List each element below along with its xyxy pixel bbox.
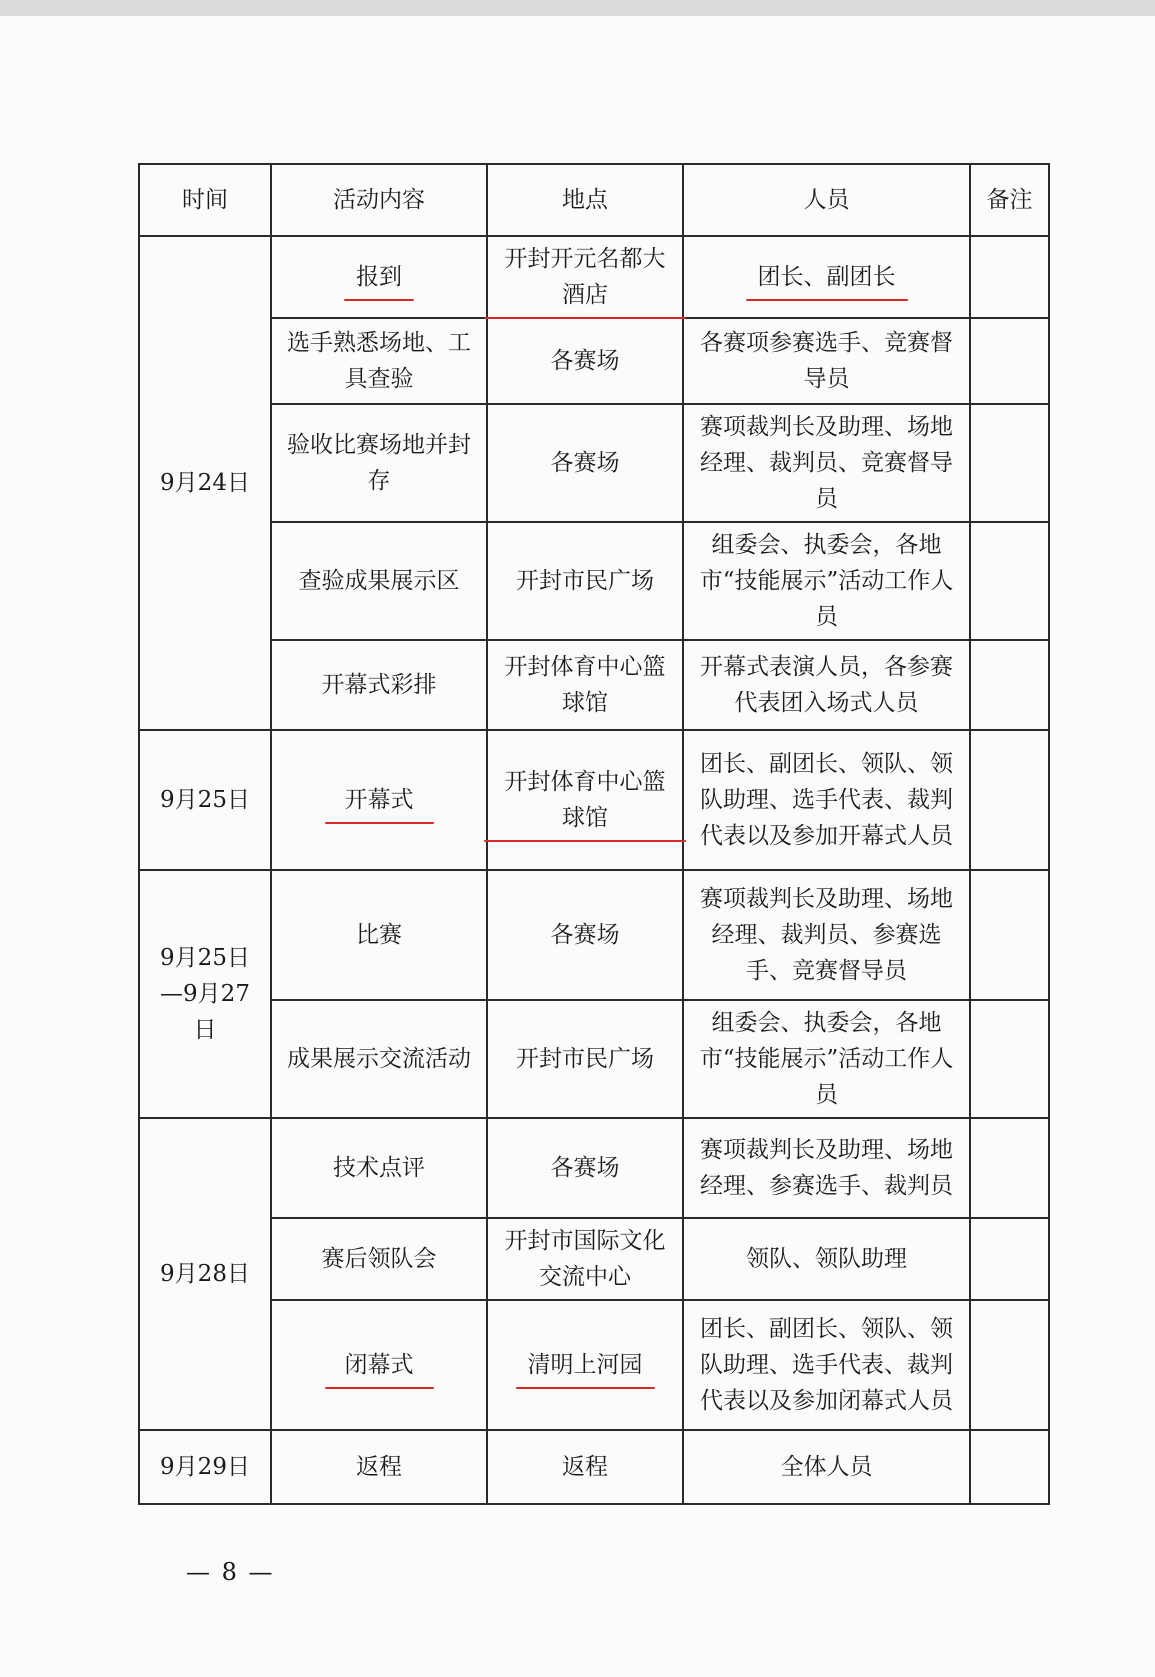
activity-cell: 查验成果展示区 <box>271 522 487 640</box>
header-time: 时间 <box>139 164 271 236</box>
activity-cell <box>271 236 487 318</box>
people-cell: 开幕式表演人员，各参赛代表团入场式人员 <box>683 640 970 730</box>
header-people: 人员 <box>683 164 970 236</box>
activity-cell: 技术点评 <box>271 1118 487 1218</box>
location-cell: 开封市民广场 <box>487 1000 683 1118</box>
note-cell <box>970 1430 1049 1504</box>
note-cell <box>970 1118 1049 1218</box>
date-cell: 9月25日 <box>139 730 271 870</box>
note-cell <box>970 1218 1049 1300</box>
activity-cell: 验收比赛场地并封存 <box>271 404 487 522</box>
table-row <box>139 1300 1049 1430</box>
location-underlined: 清明上河园 <box>528 1347 643 1383</box>
people-cell: 团长、副团长、领队、领队助理、选手代表、裁判代表以及参加开幕式人员 <box>683 730 970 870</box>
location-cell: 各赛场 <box>487 870 683 1000</box>
activity-cell: 比赛 <box>271 870 487 1000</box>
schedule-table <box>138 163 1050 1505</box>
location-cell: 返程 <box>487 1430 683 1504</box>
people-cell: 团长、副团长、领队、领队助理、选手代表、裁判代表以及参加闭幕式人员 <box>683 1300 970 1430</box>
note-cell <box>970 1000 1049 1118</box>
table-row <box>139 730 1049 870</box>
activity-cell: 成果展示交流活动 <box>271 1000 487 1118</box>
table-row <box>139 1118 1049 1218</box>
activity-underlined: 闭幕式 <box>345 1347 414 1383</box>
header-activity: 活动内容 <box>271 164 487 236</box>
date-cell: 9月29日 <box>139 1430 271 1504</box>
activity-cell <box>271 1300 487 1430</box>
date-cell: 9月28日 <box>139 1118 271 1430</box>
activity-cell: 选手熟悉场地、工具查验 <box>271 318 487 404</box>
top-bar <box>0 0 1155 16</box>
location-cell: 各赛场 <box>487 318 683 404</box>
table-row <box>139 404 1049 522</box>
people-cell: 领队、领队助理 <box>683 1218 970 1300</box>
people-cell: 组委会、执委会，各地市“技能展示”活动工作人员 <box>683 522 970 640</box>
location-underlined: 开封开元名都大酒店 <box>496 241 674 313</box>
location-cell: 各赛场 <box>487 404 683 522</box>
location-cell <box>487 1300 683 1430</box>
note-cell <box>970 522 1049 640</box>
activity-cell <box>271 730 487 870</box>
page-number: — 8 — <box>186 1558 275 1586</box>
people-cell <box>683 236 970 318</box>
people-cell: 全体人员 <box>683 1430 970 1504</box>
location-cell: 各赛场 <box>487 1118 683 1218</box>
table-row <box>139 870 1049 1000</box>
location-cell: 开封市国际文化交流中心 <box>487 1218 683 1300</box>
note-cell <box>970 1300 1049 1430</box>
table-row <box>139 522 1049 640</box>
location-cell <box>487 236 683 318</box>
table-row <box>139 236 1049 318</box>
location-cell: 开封市民广场 <box>487 522 683 640</box>
people-cell: 赛项裁判长及助理、场地经理、裁判员、参赛选手、竞赛督导员 <box>683 870 970 1000</box>
location-cell <box>487 730 683 870</box>
note-cell <box>970 318 1049 404</box>
activity-underlined: 报到 <box>356 259 402 295</box>
note-cell <box>970 236 1049 318</box>
people-cell: 各赛项参赛选手、竞赛督导员 <box>683 318 970 404</box>
people-cell: 赛项裁判长及助理、场地经理、参赛选手、裁判员 <box>683 1118 970 1218</box>
activity-underlined: 开幕式 <box>345 782 414 818</box>
note-cell <box>970 640 1049 730</box>
activity-cell: 开幕式彩排 <box>271 640 487 730</box>
date-cell: 9月25日—9月27日 <box>139 870 271 1118</box>
location-underlined: 开封体育中心篮球馆 <box>496 764 674 836</box>
activity-cell: 赛后领队会 <box>271 1218 487 1300</box>
table-row <box>139 318 1049 404</box>
header-row <box>139 164 1049 236</box>
location-cell: 开封体育中心篮球馆 <box>487 640 683 730</box>
people-cell: 赛项裁判长及助理、场地经理、裁判员、竞赛督导员 <box>683 404 970 522</box>
header-note: 备注 <box>970 164 1049 236</box>
people-cell: 组委会、执委会，各地市“技能展示”活动工作人员 <box>683 1000 970 1118</box>
table-row <box>139 640 1049 730</box>
date-cell: 9月24日 <box>139 236 271 730</box>
header-location: 地点 <box>487 164 683 236</box>
table-row <box>139 1218 1049 1300</box>
people-underlined: 团长、副团长 <box>758 259 896 295</box>
table-row <box>139 1430 1049 1504</box>
note-cell <box>970 404 1049 522</box>
note-cell <box>970 870 1049 1000</box>
table-row <box>139 1000 1049 1118</box>
activity-cell: 返程 <box>271 1430 487 1504</box>
note-cell <box>970 730 1049 870</box>
